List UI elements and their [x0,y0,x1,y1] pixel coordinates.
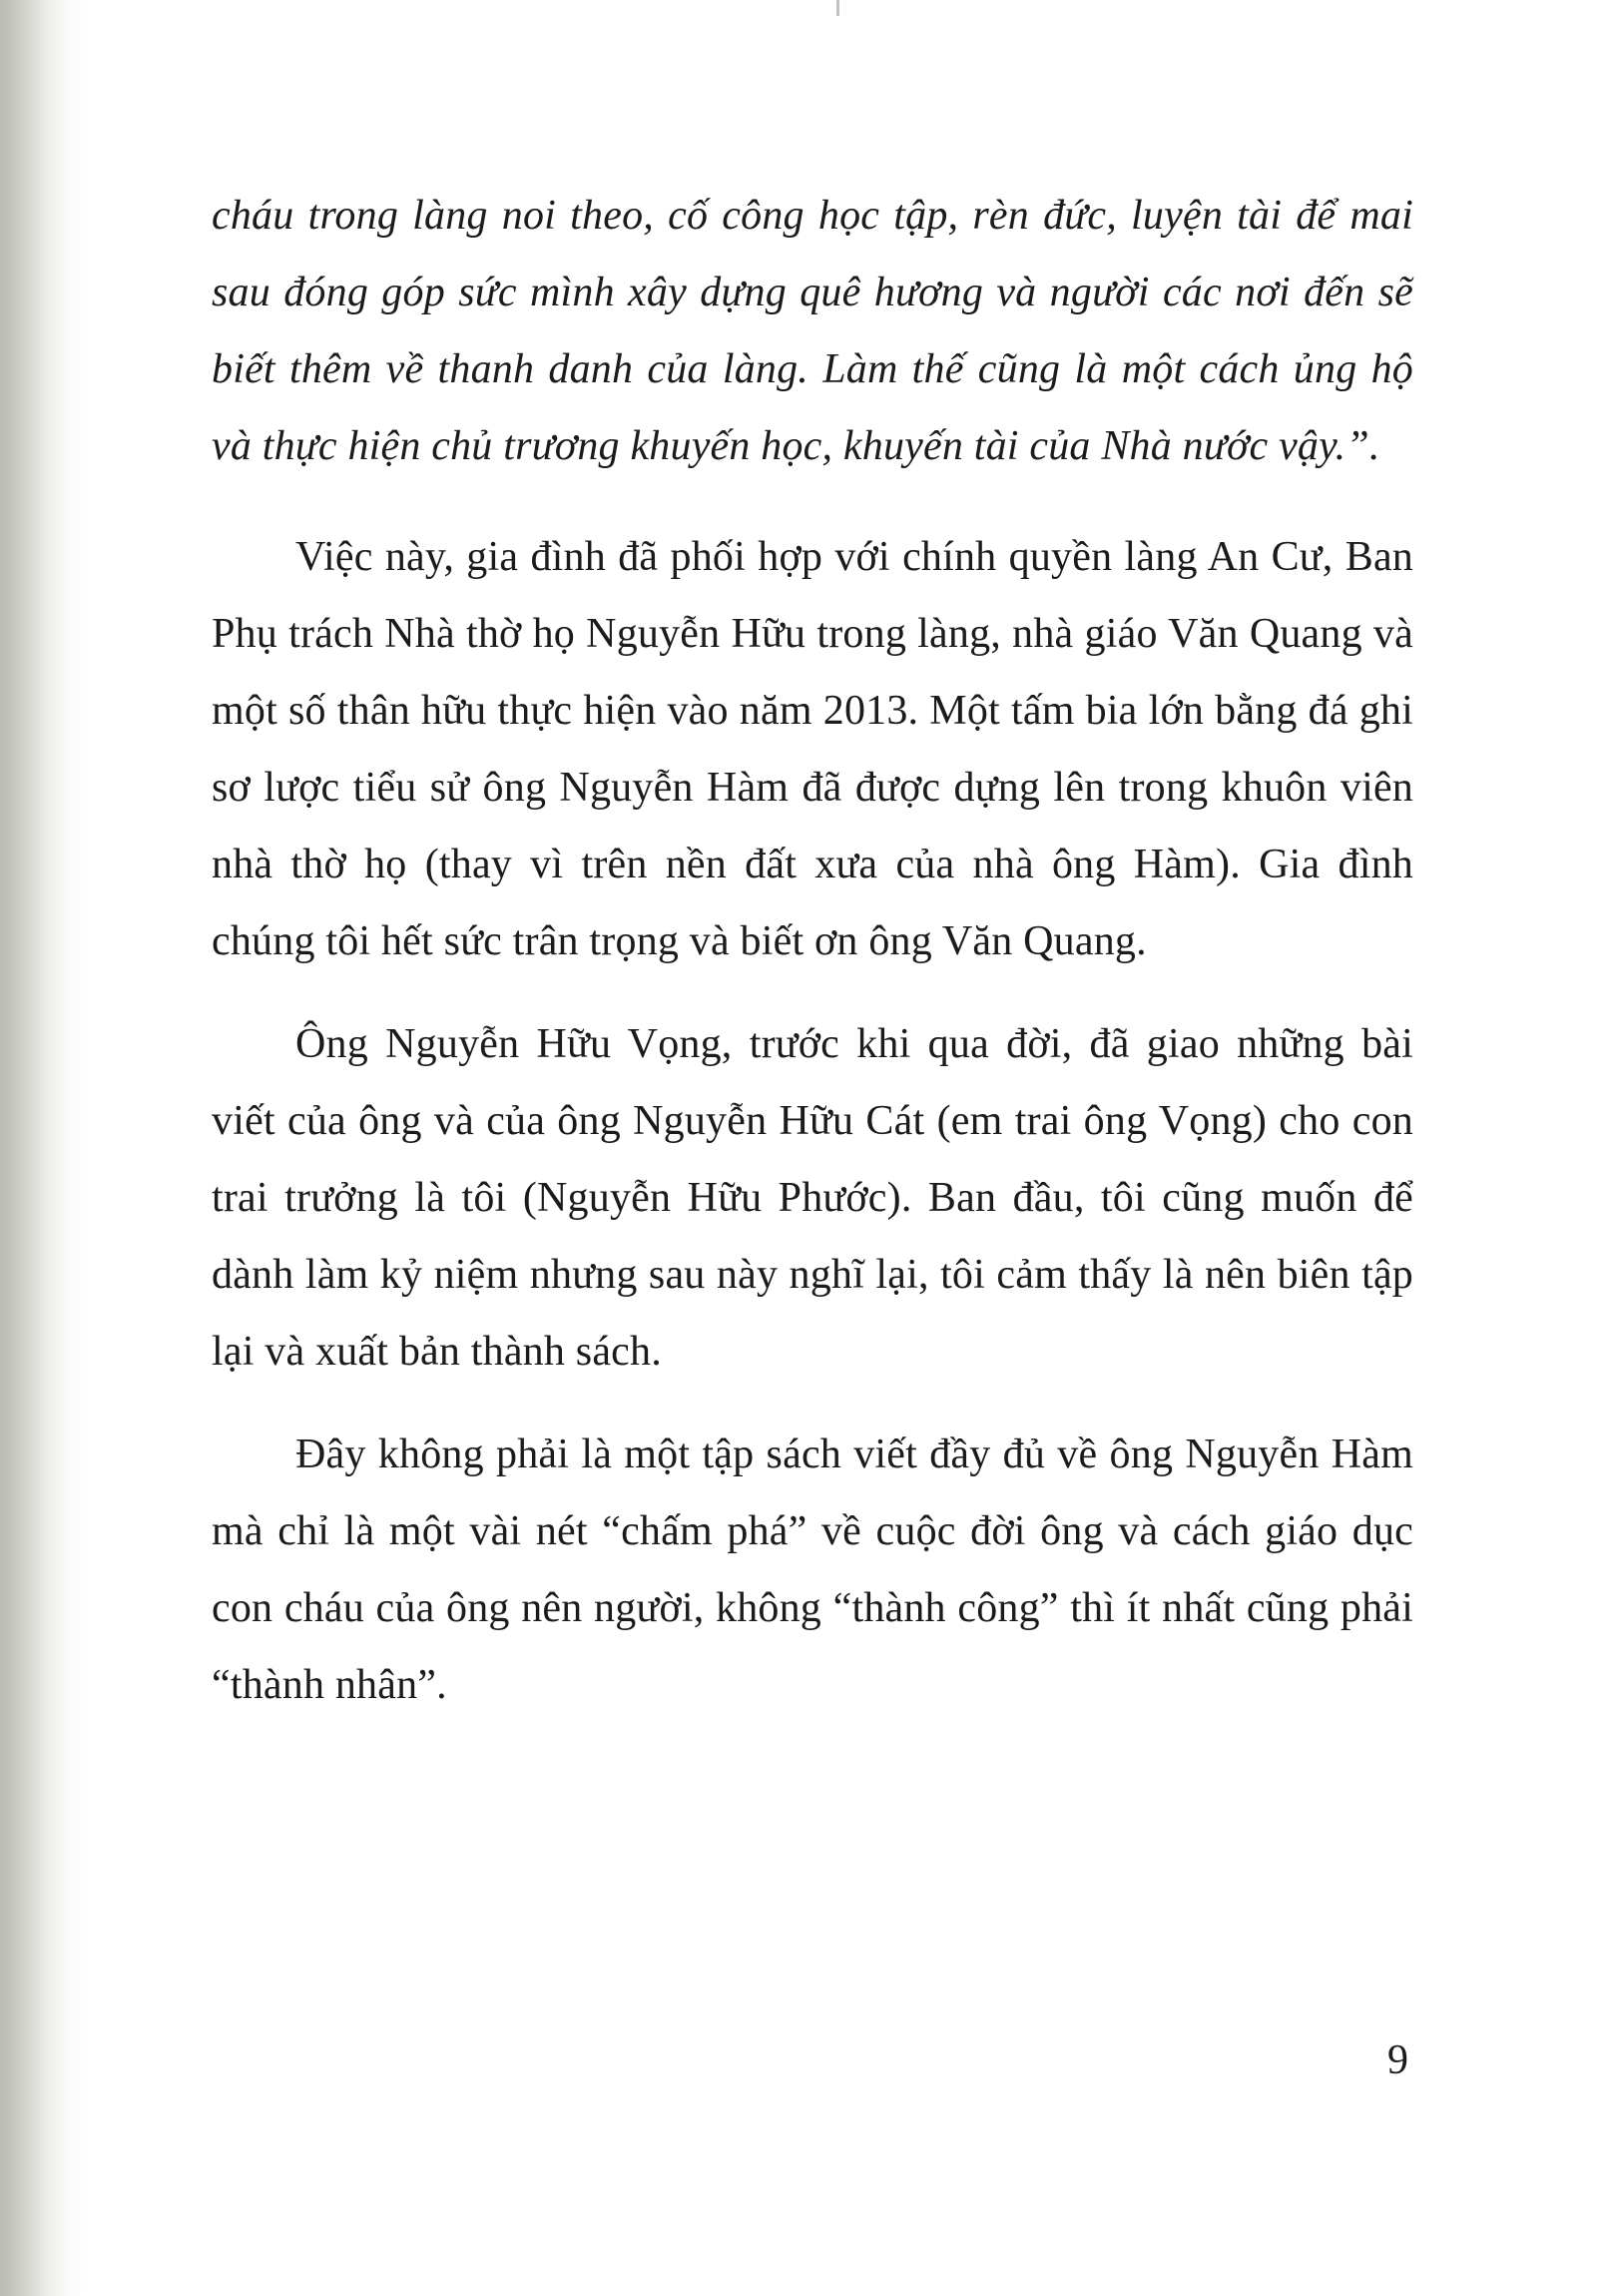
scan-artifact-mark [836,0,839,16]
page-number: 9 [1387,2037,1408,2083]
paragraph: Đây không phải là một tập sách viết đầy đủ về ông Nguyễn Hàm mà chỉ là một vài nét “chấm phá” về cuộc đời ông và cách giáo dục con cháu của ông nên người, không “thành công” thì ít nhất cũng phải “thành nhân”. [212,1432,1413,1708]
page-text-block [212,178,1413,1750]
paragraph: Việc này, gia đình đã phối hợp với chính quyền làng An Cư, Ban Phụ trách Nhà thờ họ Nguyễn Hữu trong làng, nhà giáo Văn Quang và một số thân hữu thực hiện vào năm 2013. Một tấm bia lớn bằng đá ghi sơ lược tiểu sử ông Nguyễn Hàm đã được dựng lên trong khuôn viên nhà thờ họ (thay vì trên nền đất xưa của nhà ông Hàm). Gia đình chúng tôi hết sức trân trọng và biết ơn ông Văn Quang. [212,534,1413,964]
paragraph-italic-continuation: cháu trong làng noi theo, cố công học tập, rèn đức, luyện tài để mai sau đóng góp sức mình xây dựng quê hương và người các nơi đến sẽ biết thêm về thanh danh của làng. Làm thế cũng là một cách ủng hộ và thực hiện chủ trương khuyến học, khuyến tài của Nhà nước vậy.”. [212,193,1413,469]
page-binding-shadow [0,0,46,2296]
paragraph: Ông Nguyễn Hữu Vọng, trước khi qua đời, đã giao những bài viết của ông và của ông Nguyễn Hữu Cát (em trai ông Vọng) cho con trai trưởng là tôi (Nguyễn Hữu Phước). Ban đầu, tôi cũng muốn để dành làm kỷ niệm nhưng sau này nghĩ lại, tôi cảm thấy là nên biên tập lại và xuất bản thành sách. [212,1021,1413,1375]
